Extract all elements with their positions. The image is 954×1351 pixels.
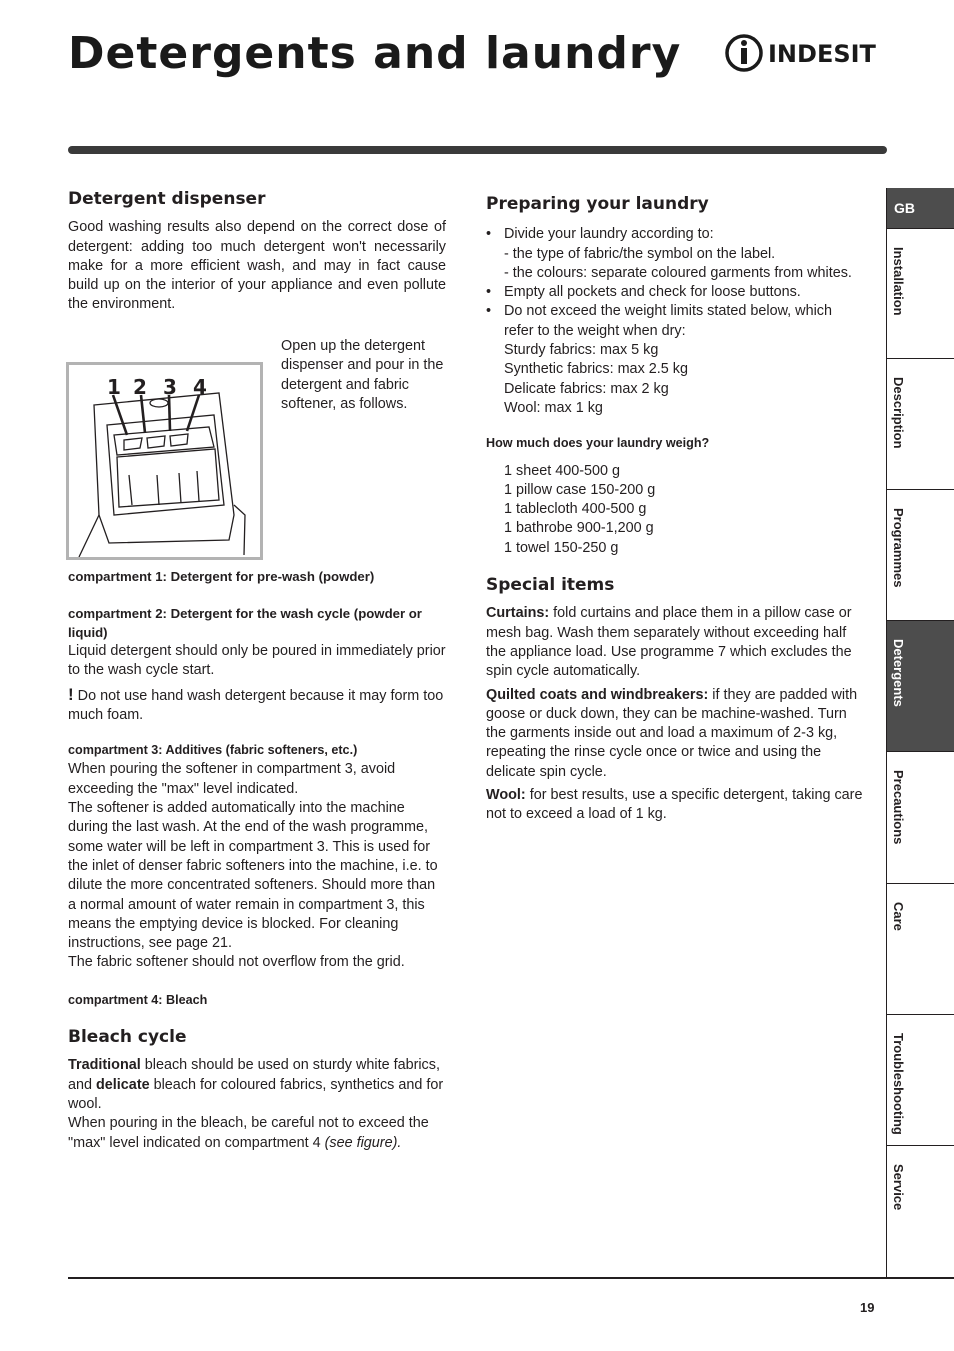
warning-icon: ! bbox=[68, 684, 74, 704]
bleach-text-2: When pouring in the bleach, be careful not to exceed the "max" level indicated on compartment 4 (see figure). bbox=[68, 1115, 429, 1151]
comp3-heading: compartment 3: Additives (fabric softeners, etc.) bbox=[68, 743, 358, 758]
header-rule bbox=[68, 146, 887, 154]
tab-service[interactable]: Service bbox=[887, 1145, 954, 1279]
svg-text:INDESIT: INDESIT bbox=[768, 40, 876, 68]
weights-list bbox=[486, 462, 864, 558]
figure-label-4: 4 bbox=[193, 375, 207, 399]
list-item: • Empty all pockets and check for loose buttons. bbox=[486, 283, 864, 302]
comp4-heading: compartment 4: Bleach bbox=[68, 992, 208, 1007]
page-number: 19 bbox=[860, 1300, 875, 1315]
comp1-heading: compartment 1: Detergent for pre-wash (powder) bbox=[68, 569, 375, 584]
tab-programmes[interactable]: Programmes bbox=[887, 489, 954, 621]
figure-label-2: 2 bbox=[133, 375, 147, 399]
dispenser-intro: Good washing results also depend on the correct dose of detergent: adding too much detergent won't necessarily make for a more efficient wash, and may in fact cause build up on the interior of your appliance and even pollute the environment. bbox=[68, 219, 446, 313]
list-item: • Divide your laundry according to: - the type of fabric/the symbol on the label. - the colours: separate coloured garments from whites. bbox=[486, 225, 864, 283]
special-heading: Special items bbox=[486, 575, 615, 596]
tab-care[interactable]: Care bbox=[887, 883, 954, 1015]
comp3-text-2: The softener is added automatically into the machine during the last wash. At the end of the wash programme, some water will be left in compartment 3. This is used for the inlet of denser fabric softeners into the machine, i.e. to dilute the more concentrated softeners. Should more than a normal amount of water remain in compartment 3, this means the emptying device is blocked. For cleaning instructions, see page 21. bbox=[68, 800, 438, 952]
dispenser-figure bbox=[66, 362, 263, 560]
dispenser-drawing bbox=[69, 365, 260, 557]
section-sidebar bbox=[886, 188, 954, 1278]
comp2-text: Liquid detergent should only be poured in immediately prior to the wash cycle start. bbox=[68, 643, 446, 679]
figure-label-1: 1 bbox=[107, 375, 121, 399]
weigh-heading: How much does your laundry weigh? bbox=[486, 436, 710, 451]
wool-text: Wool: for best results, use a specific detergent, taking care not to exceed a load of 1 kg. bbox=[486, 787, 863, 823]
tab-troubleshooting[interactable]: Troubleshooting bbox=[887, 1014, 954, 1146]
tab-description[interactable]: Description bbox=[887, 358, 954, 490]
quilted-text: Quilted coats and windbreakers: if they are padded with goose or duck down, they can be machine-washed. Turn the garments inside out and load a maximum of 2-3 kg, repeating the rinse cycle once or twice and using the delicate spin cycle. bbox=[486, 686, 858, 780]
warning-note: ! Do not use hand wash detergent because it may form too much foam. bbox=[68, 684, 444, 723]
list-item: 1 pillow case 150-200 g bbox=[504, 481, 656, 498]
list-item: 1 tablecloth 400-500 g bbox=[504, 501, 647, 518]
bleach-heading: Bleach cycle bbox=[68, 1027, 187, 1048]
dispenser-heading: Detergent dispenser bbox=[68, 189, 266, 209]
comp3-text-1: When pouring the softener in compartment 3, avoid exceeding the "max" level indicated. bbox=[68, 761, 396, 797]
tab-installation[interactable]: Installation bbox=[887, 228, 954, 359]
preparing-heading: Preparing your laundry bbox=[486, 194, 709, 214]
tab-precautions[interactable]: Precautions bbox=[887, 751, 954, 884]
preparing-section bbox=[486, 195, 864, 825]
list-item: • Do not exceed the weight limits stated below, which refer to the weight when dry: Sturdy fabrics: max 5 kg Synthetic fabrics: max 2.5 kg Delicate fabrics: max 2 kg Wool: max 1 kg bbox=[486, 302, 864, 418]
list-item: 1 sheet 400-500 g bbox=[504, 462, 621, 479]
bleach-text: Traditional bleach should be used on sturdy white fabrics, and delicate bleach for coloured fabrics, synthetics and for wool. bbox=[68, 1057, 444, 1112]
list-item: 1 towel 150-250 g bbox=[504, 539, 619, 556]
list-item: 1 bathrobe 900-1,200 g bbox=[504, 520, 654, 537]
tab-detergents[interactable]: Detergents bbox=[887, 620, 954, 752]
page-title: Detergents and laundry bbox=[68, 28, 682, 79]
open-instructions: Open up the detergent dispenser and pour in the detergent and fabric softener, as follows. bbox=[281, 338, 444, 412]
curtains-text: Curtains: fold curtains and place them in a pillow case or mesh bag. Wash them separately without exceeding half the appliance load. Use programme 7 which excludes the spin cycle automatically. bbox=[486, 605, 852, 680]
comp2-heading: compartment 2: Detergent for the wash cycle (powder or liquid) bbox=[68, 606, 422, 640]
comp3-text-3: The fabric softener should not overflow from the grid. bbox=[68, 954, 405, 971]
language-badge: GB bbox=[887, 188, 954, 228]
preparing-list bbox=[486, 225, 864, 418]
figure-label-3: 3 bbox=[163, 375, 177, 399]
compartments-section bbox=[68, 567, 446, 1153]
dispenser-section bbox=[68, 190, 446, 315]
indesit-logo bbox=[724, 32, 888, 74]
footer-rule bbox=[68, 1277, 954, 1279]
